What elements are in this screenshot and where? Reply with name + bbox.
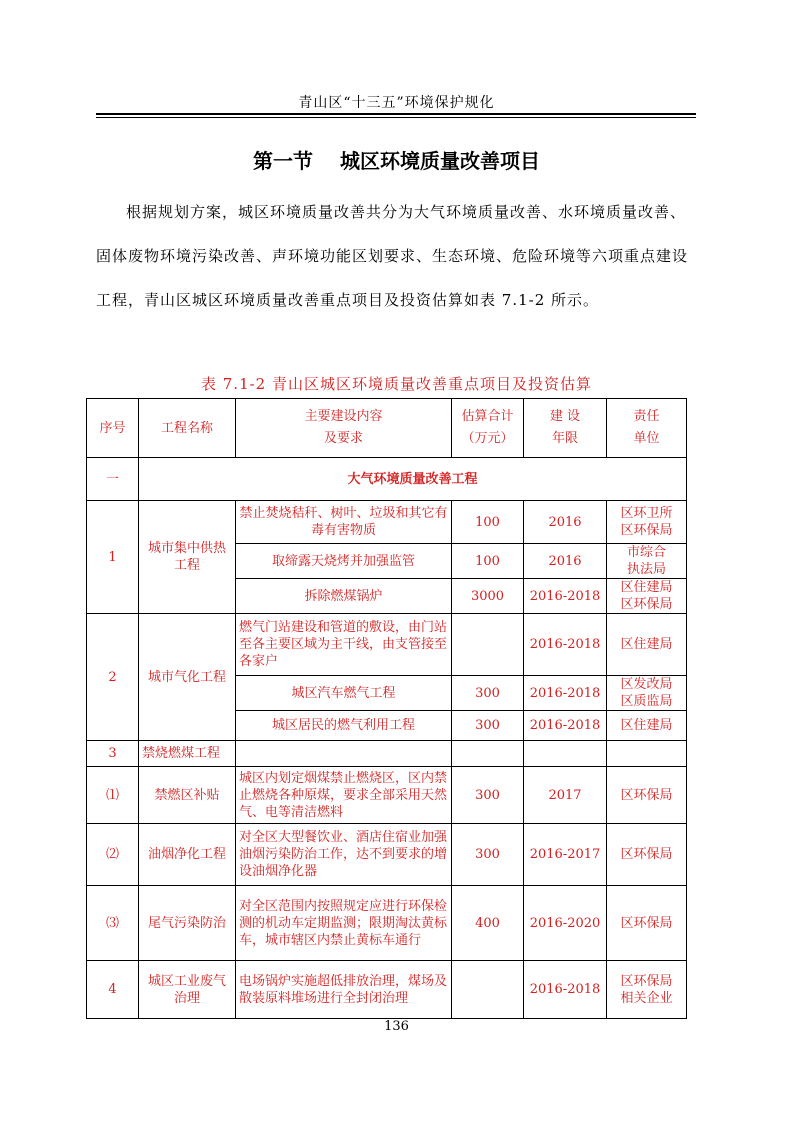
- table-row: [87, 741, 687, 767]
- row2c-org: 区住建局: [607, 711, 687, 741]
- row3-year: [524, 741, 607, 767]
- row1-no: 1: [87, 501, 139, 614]
- row2c-content: 城区居民的燃气利用工程: [236, 711, 452, 741]
- row3-cost: [452, 741, 524, 767]
- row3-1-year: 2017: [524, 767, 607, 824]
- row2c-cost: 300: [452, 711, 524, 741]
- running-header: 青山区“十三五”环境保护规化: [298, 95, 495, 111]
- header-cost-line2: （万元）: [461, 431, 514, 446]
- row3-2-content: 对全区大型餐饮业、酒店住宿业加强油烟污染防治工作，达不到要求的增设油烟净化器: [236, 824, 452, 886]
- header-year: [524, 399, 607, 458]
- row1-name: 城市集中供热工程: [139, 501, 236, 614]
- row2b-org: 区发改局 区质监局: [607, 676, 687, 711]
- row4-no: 4: [87, 961, 139, 1019]
- table-row: [87, 886, 687, 961]
- row4-cost: [452, 961, 524, 1019]
- row3-1-content: 城区内划定烟煤禁止燃烧区，区内禁止燃烧各种原煤，要求全部采用天然气、电等清洁燃料: [236, 767, 452, 824]
- row3-3-name: 尾气污染防治: [139, 886, 236, 961]
- projects-table: [86, 398, 687, 1019]
- header-cost-line1: 估算合计: [461, 409, 514, 424]
- row3-3-no: ⑶: [87, 886, 139, 961]
- row1c-content: 拆除燃煤锅炉: [236, 579, 452, 614]
- row3-content: [236, 741, 452, 767]
- row2-name: 城市气化工程: [139, 614, 236, 741]
- header-rule-thin: [96, 117, 696, 118]
- header-org: [607, 399, 687, 458]
- row4-year: 2016-2018: [524, 961, 607, 1019]
- row3-1-name: 禁燃区补贴: [139, 767, 236, 824]
- row3-3-org: 区环保局: [607, 886, 687, 961]
- row1b-year: 2016: [524, 544, 607, 579]
- group-row: [87, 458, 687, 501]
- table-caption: 表 7.1-2 青山区城区环境质量改善重点项目及投资估算: [200, 375, 592, 393]
- table-row: [87, 614, 687, 676]
- table-row: [87, 961, 687, 1019]
- row2-no: 2: [87, 614, 139, 741]
- row2b-cost: 300: [452, 676, 524, 711]
- row2a-content: 燃气门站建设和管道的敷设，由门站至各主要区域为主干线，由支管接至各家户: [236, 614, 452, 676]
- row3-2-cost: 300: [452, 824, 524, 886]
- header-rule-thick: [96, 113, 696, 115]
- row1a-org: 区环卫所 区环保局: [607, 501, 687, 544]
- row2a-cost: [452, 614, 524, 676]
- row2b-year: 2016-2018: [524, 676, 607, 711]
- row2c-year: 2016-2018: [524, 711, 607, 741]
- row3-2-no: ⑵: [87, 824, 139, 886]
- page-number: 136: [384, 1019, 409, 1034]
- header-content-line2: 及要求: [323, 431, 363, 446]
- row3-3-year: 2016-2020: [524, 886, 607, 961]
- row3-1-no: ⑴: [87, 767, 139, 824]
- table-row: [87, 824, 687, 886]
- row1b-cost: 100: [452, 544, 524, 579]
- row3-2-year: 2016-2017: [524, 824, 607, 886]
- row3-2-org: 区环保局: [607, 824, 687, 886]
- row4-content: 电场锅炉实施超低排放治理，煤场及散装原料堆场进行全封闭治理: [236, 961, 452, 1019]
- header-content: [236, 399, 452, 458]
- row3-no: 3: [87, 741, 139, 767]
- row1b-content: 取缔露天烧烤并加强监管: [236, 544, 452, 579]
- row2a-org: 区住建局: [607, 614, 687, 676]
- table-row: [87, 501, 687, 544]
- row4-org: 区环保局 相关企业: [607, 961, 687, 1019]
- row1b-org: 市综合 执法局: [607, 544, 687, 579]
- row3-1-cost: 300: [452, 767, 524, 824]
- row3-org: [607, 741, 687, 767]
- header-no: 序号: [87, 399, 139, 458]
- header-content-line1: 主要建设内容: [304, 409, 383, 424]
- header-org-line1: 责任: [633, 409, 660, 424]
- row1c-org: 区住建局 区环保局: [607, 579, 687, 614]
- row1c-year: 2016-2018: [524, 579, 607, 614]
- row1c-cost: 3000: [452, 579, 524, 614]
- intro-paragraph: 根据规划方案，城区环境质量改善共分为大气环境质量改善、水环境质量改善、固体废物环境污染改善、声环境功能区划要求、生态环境、危险环境等六项重点建设工程，青山区城区环境质量改善重点项目及投资估算如表 7.1-2 所示。: [96, 203, 689, 309]
- row4-name: 城区工业废气治理: [139, 961, 236, 1019]
- row3-3-content: 对全区范围内按照规定应进行环保检测的机动车定期监测；限期淘汰黄标车，城市辖区内禁止黄标车通行: [236, 886, 452, 961]
- group-title: 大气环境质量改善工程: [139, 458, 687, 501]
- table-header-row: [87, 399, 687, 458]
- row3-name: 禁烧燃煤工程: [139, 741, 236, 767]
- header-name: 工程名称: [139, 399, 236, 458]
- header-year-line2: 年限: [551, 431, 578, 446]
- row2b-content: 城区汽车燃气工程: [236, 676, 452, 711]
- header-year-line1: 建 设: [549, 409, 581, 424]
- row3-3-cost: 400: [452, 886, 524, 961]
- row1a-year: 2016: [524, 501, 607, 544]
- table-row: [87, 767, 687, 824]
- row1a-content: 禁止焚烧秸秆、树叶、垃圾和其它有毒有害物质: [236, 501, 452, 544]
- row3-1-org: 区环保局: [607, 767, 687, 824]
- section-title: 第一节 城区环境质量改善项目: [253, 149, 540, 173]
- header-cost: [452, 399, 524, 458]
- header-org-line2: 单位: [633, 431, 660, 446]
- row2a-year: 2016-2018: [524, 614, 607, 676]
- group-no: 一: [87, 458, 139, 501]
- row3-2-name: 油烟净化工程: [139, 824, 236, 886]
- row1a-cost: 100: [452, 501, 524, 544]
